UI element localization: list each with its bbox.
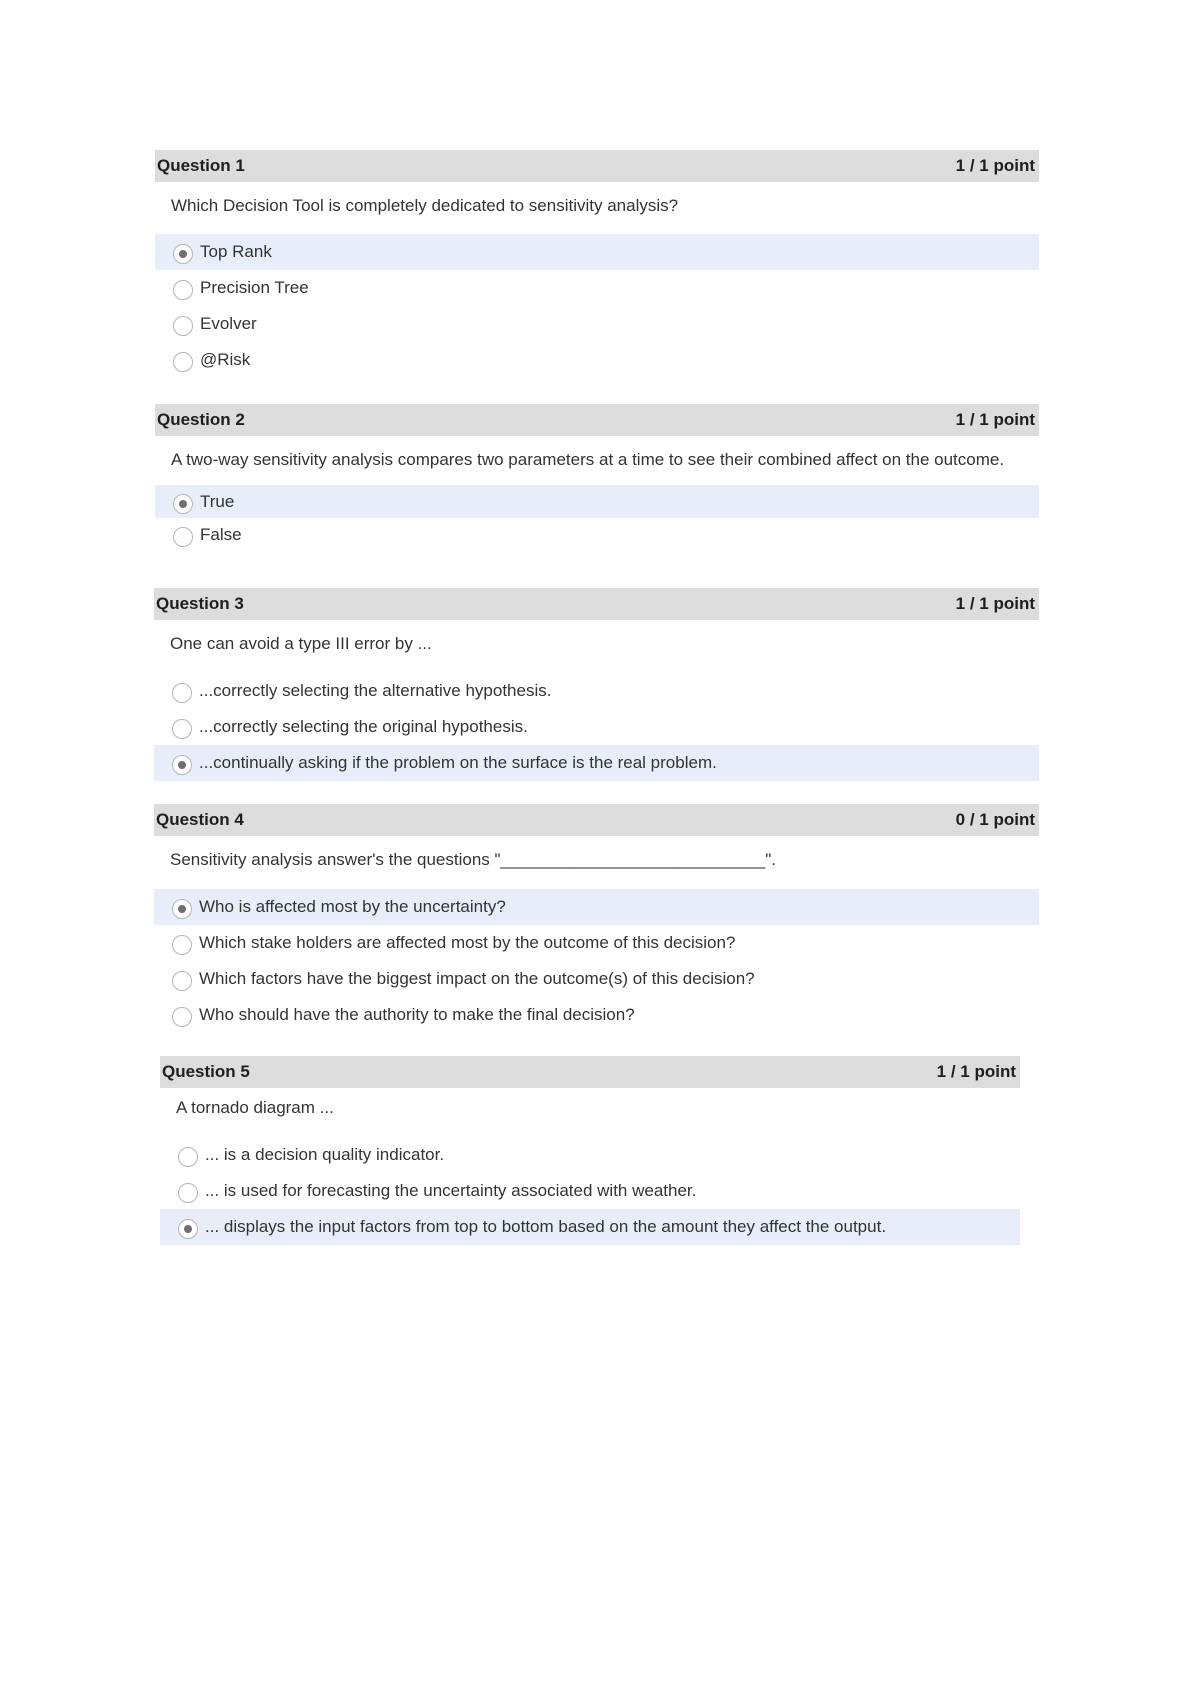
choice-label: Which stake holders are affected most by the outcome of this decision? bbox=[199, 933, 736, 952]
question-text: A tornado diagram ... bbox=[176, 1098, 334, 1117]
question-header bbox=[155, 150, 1039, 182]
choice-label: ... displays the input factors from top to bottom based on the amount they affect the output. bbox=[205, 1217, 887, 1236]
choice-label: Who is affected most by the uncertainty? bbox=[199, 897, 506, 916]
choice-risk[interactable] bbox=[155, 342, 1039, 378]
choice-true[interactable] bbox=[155, 485, 1039, 518]
choice-authority[interactable] bbox=[154, 997, 1039, 1033]
choice-label: ... is a decision quality indicator. bbox=[205, 1145, 445, 1164]
question-title: Question 5 bbox=[162, 1062, 250, 1081]
radio-icon[interactable] bbox=[173, 527, 193, 547]
question-text: A two-way sensitivity analysis compares two parameters at a time to see their combined affect on the outcome. bbox=[171, 450, 1005, 469]
question-header bbox=[154, 588, 1039, 620]
choice-label: ...correctly selecting the alternative hypothesis. bbox=[199, 681, 552, 700]
choice-affected-by-uncertainty[interactable] bbox=[154, 889, 1039, 925]
radio-icon[interactable] bbox=[173, 352, 193, 372]
question-score: 0 / 1 point bbox=[955, 810, 1035, 829]
question-score: 1 / 1 point bbox=[955, 594, 1035, 613]
radio-checked-icon[interactable] bbox=[173, 494, 193, 514]
choice-label: False bbox=[200, 524, 242, 544]
choice-label: Top Rank bbox=[200, 242, 272, 261]
question-2 bbox=[155, 404, 1039, 551]
radio-checked-icon[interactable] bbox=[173, 244, 193, 264]
choice-label: ... is used for forecasting the uncertainty associated with weather. bbox=[205, 1181, 697, 1200]
choice-label: Which factors have the biggest impact on the outcome(s) of this decision? bbox=[199, 969, 755, 988]
answer-choices bbox=[155, 485, 1039, 551]
choice-label: Evolver bbox=[200, 314, 257, 333]
radio-icon[interactable] bbox=[173, 316, 193, 336]
question-text: Sensitivity analysis answer's the questions "____________________________". bbox=[170, 850, 777, 869]
radio-icon[interactable] bbox=[173, 280, 193, 300]
radio-icon[interactable] bbox=[178, 1183, 198, 1203]
choice-evolver[interactable] bbox=[155, 306, 1039, 342]
choice-label: Who should have the authority to make the final decision? bbox=[199, 1005, 635, 1024]
choice-false[interactable] bbox=[155, 518, 1039, 551]
question-header bbox=[154, 804, 1039, 836]
choice-input-factors[interactable] bbox=[160, 1209, 1020, 1245]
question-header bbox=[155, 404, 1039, 436]
choice-label: @Risk bbox=[200, 350, 251, 369]
question-5 bbox=[160, 1056, 1020, 1245]
question-1 bbox=[155, 150, 1039, 378]
question-title: Question 1 bbox=[157, 156, 245, 175]
question-title: Question 3 bbox=[156, 594, 244, 613]
radio-icon[interactable] bbox=[172, 683, 192, 703]
question-text: Which Decision Tool is completely dedicated to sensitivity analysis? bbox=[171, 196, 679, 215]
choice-biggest-impact[interactable] bbox=[154, 961, 1039, 997]
choice-alternative-hypothesis[interactable] bbox=[154, 673, 1039, 709]
choice-original-hypothesis[interactable] bbox=[154, 709, 1039, 745]
choice-label: True bbox=[200, 491, 235, 511]
question-score: 1 / 1 point bbox=[955, 156, 1035, 175]
question-score: 1 / 1 point bbox=[955, 410, 1035, 429]
choice-label: ...correctly selecting the original hypothesis. bbox=[199, 717, 528, 736]
radio-icon[interactable] bbox=[178, 1147, 198, 1167]
choice-label: ...continually asking if the problem on the surface is the real problem. bbox=[199, 753, 717, 772]
choice-top-rank[interactable] bbox=[155, 234, 1039, 270]
question-4 bbox=[154, 804, 1039, 1033]
radio-checked-icon[interactable] bbox=[172, 899, 192, 919]
choice-label: Precision Tree bbox=[200, 278, 309, 297]
answer-choices bbox=[154, 673, 1039, 781]
choice-stake-holders[interactable] bbox=[154, 925, 1039, 961]
choice-decision-quality[interactable] bbox=[160, 1137, 1020, 1173]
answer-choices bbox=[155, 234, 1039, 378]
question-title: Question 2 bbox=[157, 410, 245, 429]
answer-choices bbox=[154, 889, 1039, 1033]
question-3 bbox=[154, 588, 1039, 781]
answer-choices bbox=[160, 1137, 1020, 1245]
choice-weather[interactable] bbox=[160, 1173, 1020, 1209]
choice-precision-tree[interactable] bbox=[155, 270, 1039, 306]
question-header bbox=[160, 1056, 1020, 1088]
radio-icon[interactable] bbox=[172, 971, 192, 991]
radio-checked-icon[interactable] bbox=[172, 755, 192, 775]
radio-checked-icon[interactable] bbox=[178, 1219, 198, 1239]
question-title: Question 4 bbox=[156, 810, 244, 829]
radio-icon[interactable] bbox=[172, 719, 192, 739]
question-text: One can avoid a type III error by ... bbox=[170, 634, 432, 653]
question-score: 1 / 1 point bbox=[936, 1062, 1016, 1081]
radio-icon[interactable] bbox=[172, 935, 192, 955]
radio-icon[interactable] bbox=[172, 1007, 192, 1027]
choice-real-problem[interactable] bbox=[154, 745, 1039, 781]
